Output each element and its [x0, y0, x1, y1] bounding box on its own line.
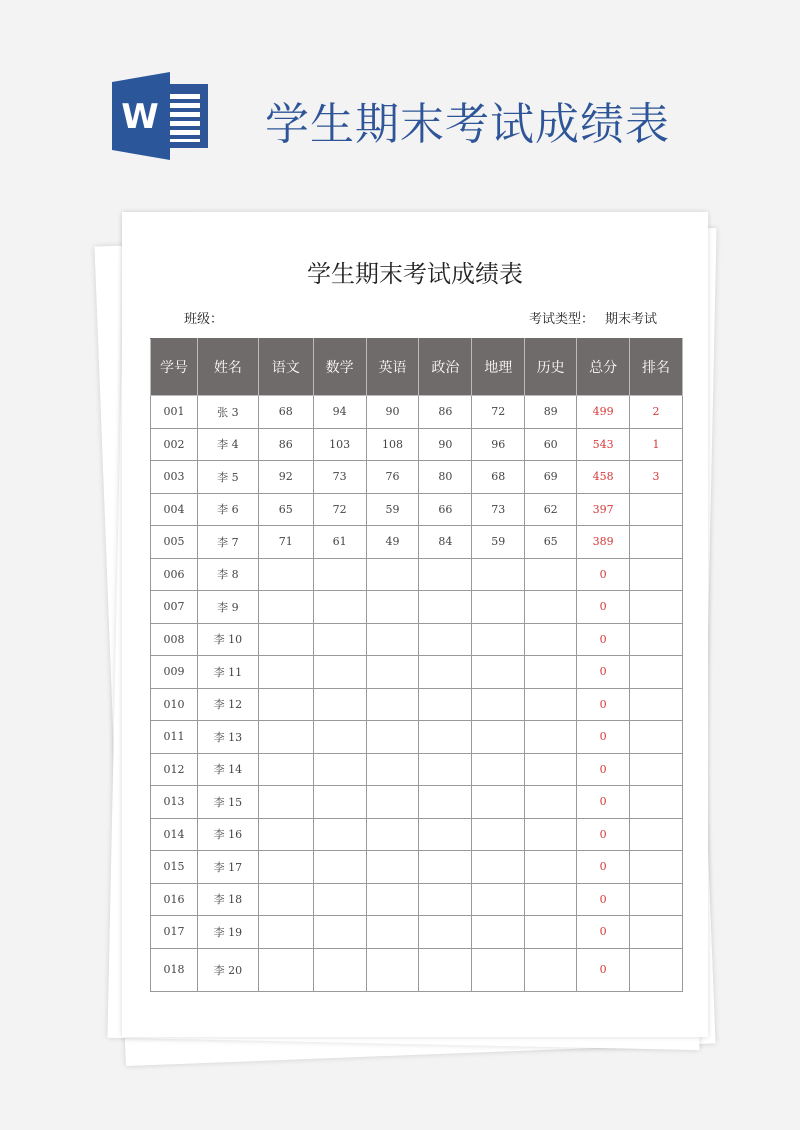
table-cell: 0 — [577, 916, 630, 949]
document-title: 学生期末考试成绩表 — [307, 260, 523, 288]
column-header: 排名 — [630, 339, 683, 396]
table-cell — [630, 753, 683, 786]
table-cell — [472, 688, 525, 721]
table-cell: 94 — [313, 396, 366, 429]
table-row — [151, 818, 683, 851]
table-cell — [472, 656, 525, 689]
table-cell — [419, 656, 472, 689]
table-cell — [313, 623, 366, 656]
table-cell — [366, 753, 419, 786]
column-header: 总分 — [577, 339, 630, 396]
table-cell: 004 — [151, 493, 198, 526]
table-cell: 89 — [525, 396, 577, 429]
table-row — [151, 656, 683, 689]
table-cell — [258, 688, 313, 721]
table-cell: 84 — [419, 526, 472, 559]
table-row — [151, 916, 683, 949]
table-cell — [258, 818, 313, 851]
table-cell — [258, 851, 313, 884]
table-cell — [313, 948, 366, 991]
table-cell: 010 — [151, 688, 198, 721]
table-cell: 543 — [577, 428, 630, 461]
table-cell — [630, 818, 683, 851]
table-cell: 65 — [258, 493, 313, 526]
table-cell: 90 — [419, 428, 472, 461]
table-cell: 015 — [151, 851, 198, 884]
table-cell — [313, 851, 366, 884]
table-cell: 005 — [151, 526, 198, 559]
table-row — [151, 883, 683, 916]
page-title: 学生期末考试成绩表 — [265, 99, 670, 150]
table-cell: 李 16 — [197, 818, 258, 851]
table-cell — [630, 558, 683, 591]
table-cell: 76 — [366, 461, 419, 494]
table-cell: 389 — [577, 526, 630, 559]
table-cell: 90 — [366, 396, 419, 429]
table-cell — [525, 721, 577, 754]
table-cell — [630, 721, 683, 754]
table-cell: 011 — [151, 721, 198, 754]
table-cell — [472, 786, 525, 819]
table-cell — [419, 818, 472, 851]
table-cell: 61 — [313, 526, 366, 559]
table-cell — [313, 721, 366, 754]
table-cell — [525, 948, 577, 991]
table-cell — [419, 721, 472, 754]
table-cell: 001 — [151, 396, 198, 429]
table-cell: 72 — [472, 396, 525, 429]
table-cell — [472, 558, 525, 591]
table-cell: 李 7 — [197, 526, 258, 559]
table-row — [151, 753, 683, 786]
table-cell: 68 — [258, 396, 313, 429]
table-cell: 李 12 — [197, 688, 258, 721]
table-cell — [366, 916, 419, 949]
table-cell: 李 5 — [197, 461, 258, 494]
table-cell — [366, 656, 419, 689]
table-cell — [472, 818, 525, 851]
table-cell: 65 — [525, 526, 577, 559]
table-cell — [419, 916, 472, 949]
table-cell — [258, 753, 313, 786]
table-cell: 李 18 — [197, 883, 258, 916]
table-cell — [366, 558, 419, 591]
table-cell — [630, 786, 683, 819]
table-cell: 49 — [366, 526, 419, 559]
table-cell: 李 6 — [197, 493, 258, 526]
table-cell: 86 — [258, 428, 313, 461]
document-sheet — [122, 212, 708, 1037]
table-cell — [630, 688, 683, 721]
table-cell: 017 — [151, 916, 198, 949]
table-cell — [313, 688, 366, 721]
table-cell: 2 — [630, 396, 683, 429]
table-cell: 李 14 — [197, 753, 258, 786]
table-cell: 59 — [366, 493, 419, 526]
table-cell — [313, 656, 366, 689]
table-cell — [258, 883, 313, 916]
table-cell: 458 — [577, 461, 630, 494]
table-cell: 李 10 — [197, 623, 258, 656]
table-row — [151, 461, 683, 494]
table-cell — [419, 948, 472, 991]
table-cell — [525, 688, 577, 721]
table-cell: 018 — [151, 948, 198, 991]
table-cell — [313, 883, 366, 916]
table-cell: 012 — [151, 753, 198, 786]
table-cell: 69 — [525, 461, 577, 494]
table-cell: 0 — [577, 656, 630, 689]
table-cell — [525, 656, 577, 689]
table-row — [151, 786, 683, 819]
table-cell: 003 — [151, 461, 198, 494]
table-cell: 80 — [419, 461, 472, 494]
table-cell — [366, 591, 419, 624]
table-cell — [366, 948, 419, 991]
table-cell: 009 — [151, 656, 198, 689]
table-cell: 0 — [577, 883, 630, 916]
table-cell: 62 — [525, 493, 577, 526]
table-cell — [472, 851, 525, 884]
table-cell — [366, 688, 419, 721]
table-cell: 013 — [151, 786, 198, 819]
table-cell: 72 — [313, 493, 366, 526]
table-cell — [258, 948, 313, 991]
table-cell: 0 — [577, 753, 630, 786]
table-cell — [630, 656, 683, 689]
table-cell — [525, 753, 577, 786]
table-cell — [366, 818, 419, 851]
table-cell — [630, 948, 683, 991]
table-cell — [419, 558, 472, 591]
table-cell — [630, 591, 683, 624]
table-cell: 0 — [577, 721, 630, 754]
table-cell: 李 20 — [197, 948, 258, 991]
table-cell: 张 3 — [197, 396, 258, 429]
table-cell — [472, 591, 525, 624]
table-cell: 0 — [577, 558, 630, 591]
table-cell — [525, 591, 577, 624]
table-row — [151, 721, 683, 754]
table-cell — [419, 623, 472, 656]
table-cell — [366, 786, 419, 819]
table-cell: 108 — [366, 428, 419, 461]
table-cell: 016 — [151, 883, 198, 916]
table-cell — [525, 883, 577, 916]
table-cell: 李 17 — [197, 851, 258, 884]
table-row — [151, 558, 683, 591]
table-cell — [525, 623, 577, 656]
table-cell — [630, 883, 683, 916]
table-cell — [472, 753, 525, 786]
table-cell — [525, 786, 577, 819]
table-cell: 0 — [577, 591, 630, 624]
table-cell — [525, 916, 577, 949]
table-cell: 86 — [419, 396, 472, 429]
table-cell — [630, 851, 683, 884]
table-cell — [366, 721, 419, 754]
column-header: 政治 — [419, 339, 472, 396]
table-cell: 0 — [577, 688, 630, 721]
table-cell: 0 — [577, 851, 630, 884]
table-cell — [630, 493, 683, 526]
table-cell — [419, 591, 472, 624]
table-cell — [258, 721, 313, 754]
table-row — [151, 526, 683, 559]
table-cell — [313, 786, 366, 819]
column-header: 姓名 — [197, 339, 258, 396]
table-cell — [258, 591, 313, 624]
table-cell — [313, 558, 366, 591]
column-header: 英语 — [366, 339, 419, 396]
column-header: 地理 — [472, 339, 525, 396]
word-logo-icon — [112, 72, 212, 160]
svg-text:W: W — [121, 97, 159, 137]
table-cell — [472, 948, 525, 991]
table-cell: 0 — [577, 786, 630, 819]
table-cell: 68 — [472, 461, 525, 494]
table-cell: 60 — [525, 428, 577, 461]
table-cell: 73 — [313, 461, 366, 494]
table-row — [151, 493, 683, 526]
table-cell — [419, 786, 472, 819]
table-cell — [366, 883, 419, 916]
table-cell — [313, 591, 366, 624]
table-cell: 李 9 — [197, 591, 258, 624]
table-cell — [472, 623, 525, 656]
table-cell: 66 — [419, 493, 472, 526]
table-cell — [313, 818, 366, 851]
table-cell: 59 — [472, 526, 525, 559]
table-cell: 71 — [258, 526, 313, 559]
table-cell — [419, 753, 472, 786]
column-header: 语文 — [258, 339, 313, 396]
table-cell: 李 15 — [197, 786, 258, 819]
column-header: 数学 — [313, 339, 366, 396]
table-cell: 96 — [472, 428, 525, 461]
table-cell: 李 19 — [197, 916, 258, 949]
table-cell — [258, 786, 313, 819]
table-cell: 3 — [630, 461, 683, 494]
table-cell — [525, 818, 577, 851]
table-cell: 李 11 — [197, 656, 258, 689]
table-cell: 103 — [313, 428, 366, 461]
column-header: 历史 — [525, 339, 577, 396]
table-row — [151, 948, 683, 991]
table-cell — [630, 916, 683, 949]
table-cell — [419, 688, 472, 721]
table-cell: 李 13 — [197, 721, 258, 754]
table-cell — [525, 851, 577, 884]
column-header: 学号 — [151, 339, 198, 396]
table-cell: 李 8 — [197, 558, 258, 591]
table-cell — [258, 916, 313, 949]
table-cell — [472, 916, 525, 949]
table-cell — [630, 623, 683, 656]
table-cell — [313, 753, 366, 786]
table-cell: 499 — [577, 396, 630, 429]
table-cell — [472, 883, 525, 916]
table-cell: 李 4 — [197, 428, 258, 461]
table-cell — [366, 623, 419, 656]
table-cell: 002 — [151, 428, 198, 461]
table-row — [151, 851, 683, 884]
table-cell: 0 — [577, 818, 630, 851]
table-cell — [258, 656, 313, 689]
table-cell: 008 — [151, 623, 198, 656]
table-row — [151, 623, 683, 656]
exam-type-value: 期末考试 — [605, 312, 658, 327]
table-cell — [258, 558, 313, 591]
table-cell — [525, 558, 577, 591]
score-table — [150, 338, 683, 992]
table-row — [151, 688, 683, 721]
exam-type-label: 考试类型： — [529, 312, 595, 327]
table-row — [151, 591, 683, 624]
table-cell: 006 — [151, 558, 198, 591]
table-cell: 014 — [151, 818, 198, 851]
table-row — [151, 396, 683, 429]
table-cell: 397 — [577, 493, 630, 526]
table-cell: 0 — [577, 948, 630, 991]
table-cell: 1 — [630, 428, 683, 461]
table-cell — [472, 721, 525, 754]
class-label: 班级： — [184, 312, 224, 327]
table-row — [151, 428, 683, 461]
table-cell: 0 — [577, 623, 630, 656]
table-cell — [258, 623, 313, 656]
table-cell: 007 — [151, 591, 198, 624]
table-cell — [419, 883, 472, 916]
table-cell — [366, 851, 419, 884]
table-cell: 73 — [472, 493, 525, 526]
table-cell — [313, 916, 366, 949]
table-cell: 92 — [258, 461, 313, 494]
table-cell — [419, 851, 472, 884]
table-cell — [630, 526, 683, 559]
